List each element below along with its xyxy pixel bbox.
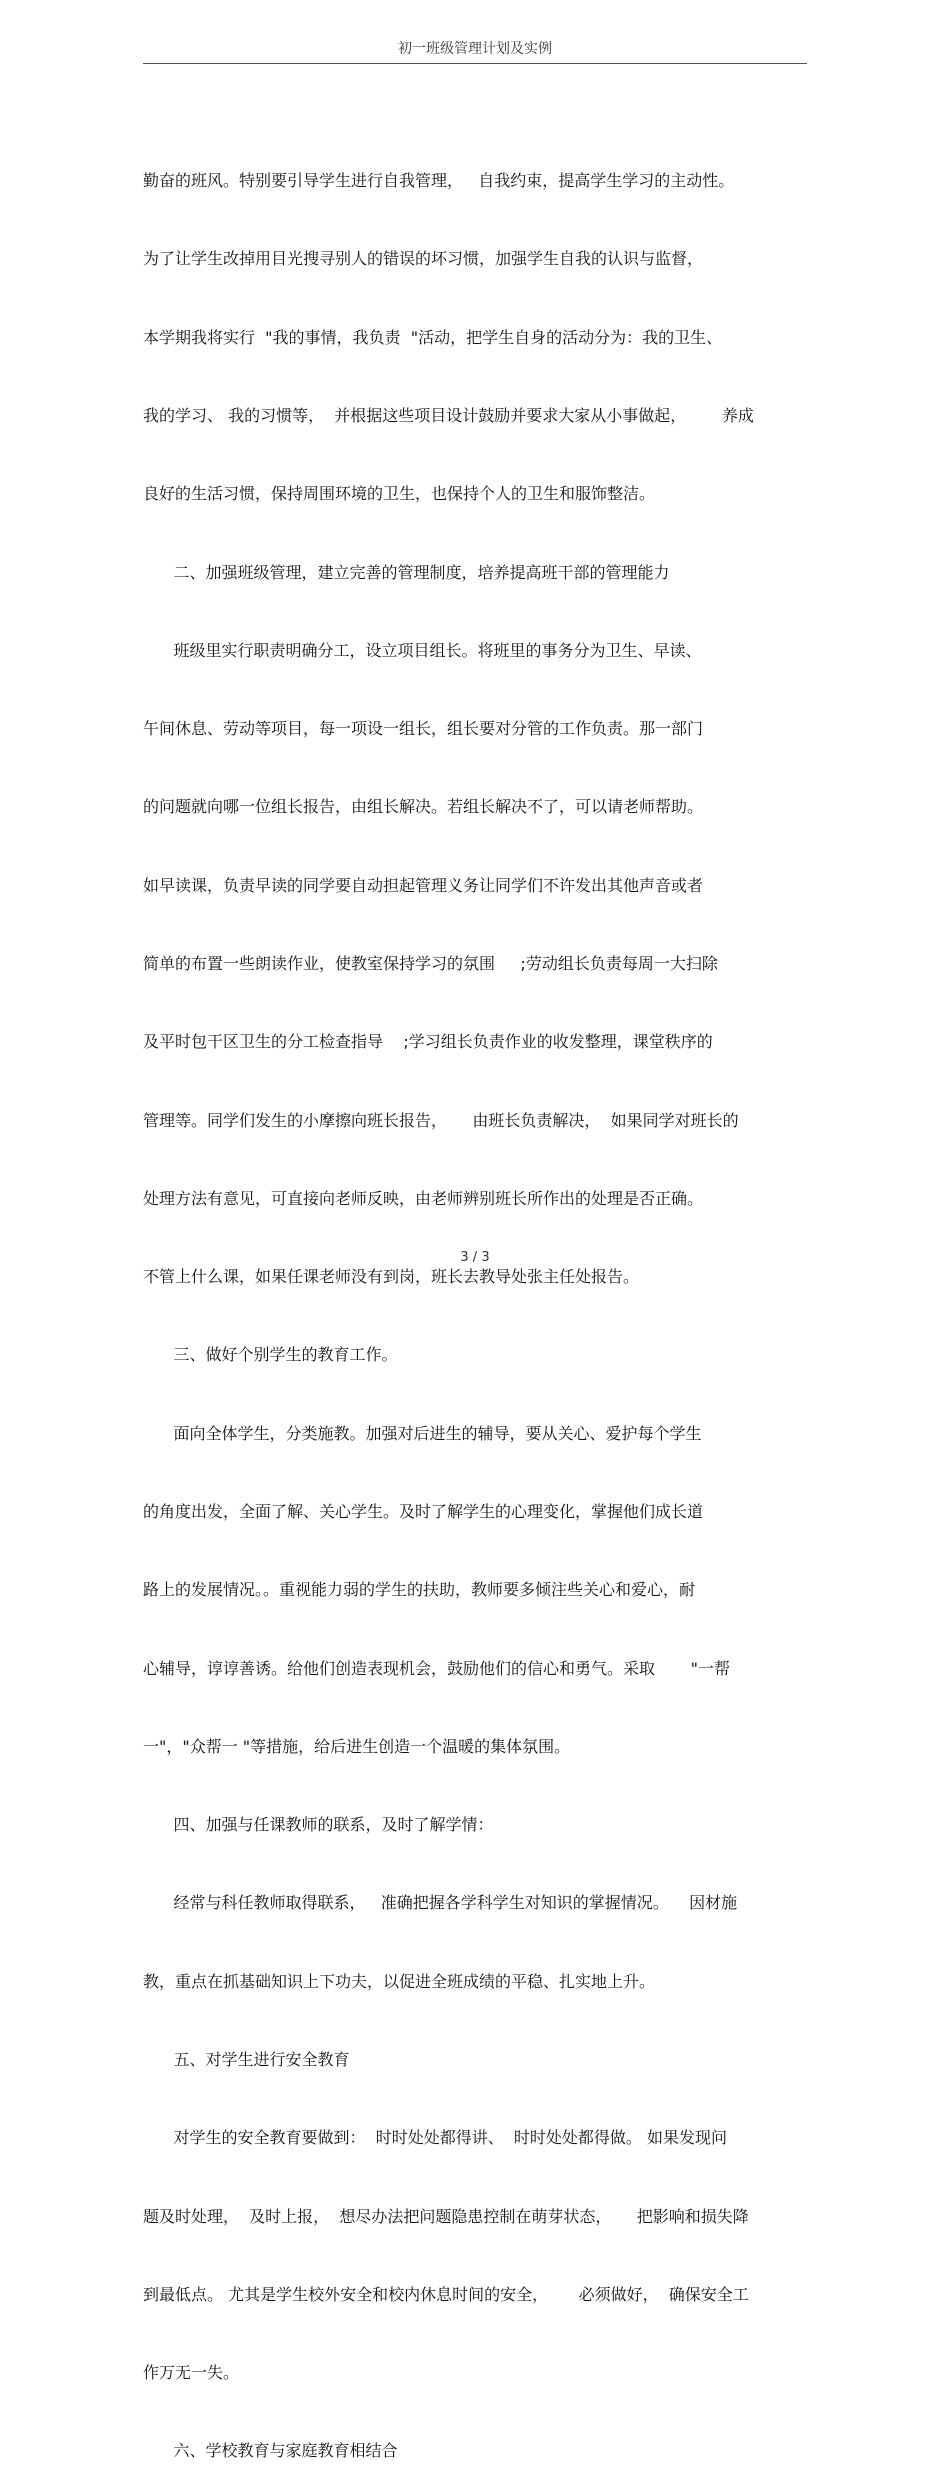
body-line: 经常与科任教师取得联系， 准确把握各学科学生对知识的掌握情况。 因材施 [143,1893,738,1913]
body-line: 题及时处理， 及时上报， 想尽办法把问题隐患控制在萌芽状态， 把影响和损失降 [143,2206,749,2226]
body-line: 我的学习、 我的习惯等， 并根据这些项目设计鼓励并要求大家从小事做起， 养成 [143,406,754,426]
body-line: 的角度出发，全面了解、关心学生。及时了解学生的心理变化，掌握他们成长道 [143,1501,704,1521]
page-number: 3 / 3 [460,1250,490,1265]
body-line: 对学生的安全教育要做到： 时时处处都得讲、 时时处处都得做。 如果发现问 [143,2128,727,2148]
body-line: 本学期我将实行 "我的事情，我负责 "活动，把学生自身的活动分为：我的卫生、 [143,327,723,347]
body-line: 勤奋的班风。特别要引导学生进行自我管理， 自我约束，提高学生学习的主动性。 [143,171,735,191]
body-line: 午间休息、劳动等项目，每一项设一组长，组长要对分管的工作负责。那一部门 [143,719,704,739]
body-line: 教，重点在抓基础知识上下功夫，以促进全班成绩的平稳、扎实地上升。 [143,1971,656,1991]
section-heading: 四、加强与任课教师的联系，及时了解学情： [143,1815,494,1835]
body-line: 良好的生活习惯，保持周围环境的卫生，也保持个人的卫生和服饰整洁。 [143,484,656,504]
section-heading: 三、做好个别学生的教育工作。 [143,1345,398,1365]
body-line: 路上的发展情况。。重视能力弱的学生的扶助，教师要多倾注些关心和爱心，耐 [143,1580,696,1600]
section-heading: 六、学校教育与家庭教育相结合 [143,2441,398,2461]
body-line: 作万无一失。 [143,2363,240,2383]
document-body [143,116,823,2491]
body-line: 为了让学生改掉用目光搜寻别人的错误的坏习惯，加强学生自我的认识与监督， [143,249,704,269]
body-line: 班级里实行职责明确分工，设立项目组长。将班里的事务分为卫生、早读、 [143,640,702,660]
header-rule [143,63,807,64]
body-line: 处理方法有意见，可直接向老师反映，由老师辨别班长所作出的处理是否正确。 [143,1188,704,1208]
body-line: 及平时包干区卫生的分工检查指导 ;学习组长负责作业的收发整理，课堂秩序的 [143,1032,713,1052]
body-line: 简单的布置一些朗读作业，使教室保持学习的氛围 ;劳动组长负责每周一大扫除 [143,954,718,973]
section-heading: 二、加强班级管理，建立完善的管理制度，培养提高班干部的管理能力 [143,562,670,582]
section-heading: 五、对学生进行安全教育 [143,2049,350,2069]
body-line: 管理等。同学们发生的小摩擦向班长报告， 由班长负责解决， 如果同学对班长的 [143,1110,739,1130]
page-header-title: 初一班级管理计划及实例 [398,41,552,57]
body-line: 面向全体学生，分类施教。加强对后进生的辅导，要从关心、爱护每个学生 [143,1423,702,1443]
body-line: 不管上什么课，如果任课老师没有到岗，班长去教导处张主任处报告。 [143,1267,640,1287]
body-line: 的问题就向哪一位组长报告，由组长解决。若组长解决不了，可以请老师帮助。 [143,797,704,817]
body-line: 一"，"众帮一 "等措施，给后进生创造一个温暖的集体氛围。 [143,1736,571,1756]
body-line: 心辅导，谆谆善诱。给他们创造表现机会，鼓励他们的信心和勇气。采取 "一帮 [143,1658,730,1678]
body-line: 如早读课，负责早读的同学要自动担起管理义务让同学们不许发出其他声音或者 [143,875,704,895]
body-line: 到最低点。 尤其是学生校外安全和校内休息时间的安全， 必须做好， 确保安全工 [143,2284,749,2304]
